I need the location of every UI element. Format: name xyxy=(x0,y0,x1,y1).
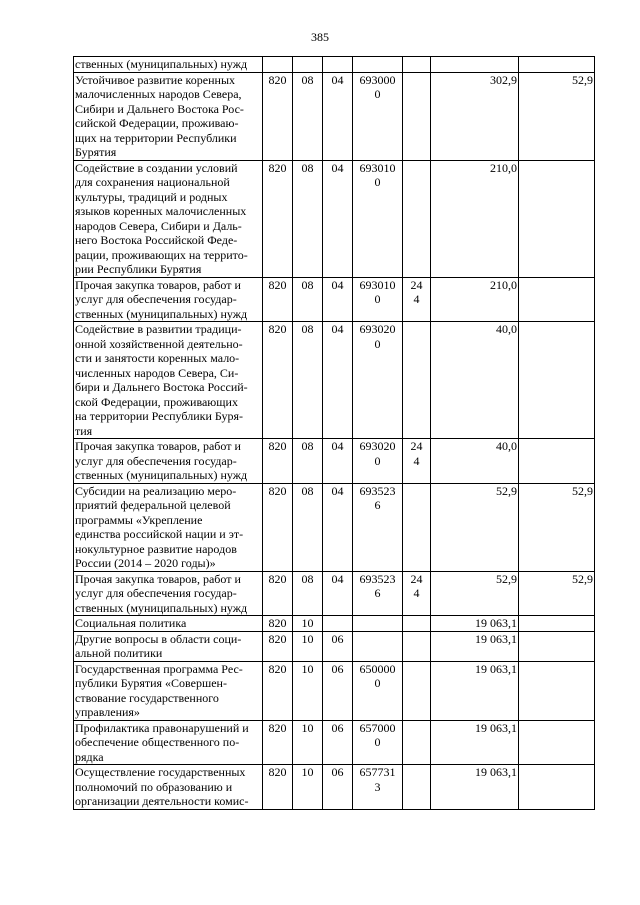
expense-type-cell xyxy=(403,160,431,277)
cell-line: 04 xyxy=(331,483,344,498)
cell-line: языков коренных малочисленных xyxy=(75,204,247,218)
cell-line: единства российской нации и эт- xyxy=(75,527,244,541)
cell-line: организации деятельности комис- xyxy=(75,794,249,808)
ved-code-cell xyxy=(263,571,293,616)
ved-code-cell xyxy=(263,322,293,439)
cell-line: Содействие в создании условий xyxy=(75,160,238,175)
cell-line: малочисленных народов Севера, xyxy=(75,87,242,101)
cell-line: 693010 xyxy=(359,277,396,292)
target-article-cell xyxy=(353,439,403,484)
table-row xyxy=(74,765,595,810)
target-article-cell xyxy=(353,765,403,810)
cell-line: 693523 xyxy=(359,571,396,586)
cell-line: бири и Дальнего Востока Россий- xyxy=(75,380,248,394)
federal-amount-cell xyxy=(519,160,595,277)
cell-line: услуг для обеспечения государ- xyxy=(75,453,237,468)
table-row xyxy=(74,616,595,632)
subsection-code-cell xyxy=(323,765,353,810)
table-row xyxy=(74,277,595,322)
row-name-cell xyxy=(74,322,263,439)
cell-line: 19 063,1 xyxy=(475,661,517,676)
table-body xyxy=(74,57,595,810)
cell-line: управления» xyxy=(75,705,140,719)
federal-amount-cell xyxy=(519,483,595,571)
target-article-cell xyxy=(353,322,403,439)
cell-line: 52,9 xyxy=(572,483,593,498)
subsection-code-cell xyxy=(323,57,353,73)
cell-line: 820 xyxy=(268,661,287,676)
cell-line: 06 xyxy=(331,720,344,735)
target-article-cell xyxy=(353,483,403,571)
expense-type-cell xyxy=(403,765,431,810)
cell-line: 4 xyxy=(413,453,420,468)
amount-cell xyxy=(431,439,519,484)
amount-cell xyxy=(431,631,519,661)
federal-amount-cell xyxy=(519,765,595,810)
table-row xyxy=(74,160,595,277)
cell-line: 0 xyxy=(374,453,381,468)
subsection-code-cell xyxy=(323,631,353,661)
cell-line: щих на территории Республики xyxy=(75,130,237,145)
cell-line: ствование государственного xyxy=(75,690,219,705)
ved-code-cell xyxy=(263,661,293,720)
federal-amount-cell xyxy=(519,322,595,439)
federal-amount-cell xyxy=(519,72,595,160)
table-row xyxy=(74,72,595,160)
expense-type-cell xyxy=(403,483,431,571)
cell-line: 06 xyxy=(331,765,344,779)
cell-line: рии Республики Бурятия xyxy=(75,262,202,276)
target-article-cell xyxy=(353,720,403,765)
cell-line: численных народов Севера, Си- xyxy=(75,365,239,380)
cell-line: 40,0 xyxy=(496,439,517,453)
target-article-cell xyxy=(353,661,403,720)
cell-line: 820 xyxy=(268,631,287,646)
section-code-cell xyxy=(293,160,323,277)
row-name-cell xyxy=(74,483,263,571)
table-row xyxy=(74,571,595,616)
expense-type-cell xyxy=(403,57,431,73)
amount-cell xyxy=(431,322,519,439)
row-name-cell xyxy=(74,277,263,322)
cell-line: 04 xyxy=(331,322,344,336)
subsection-code-cell xyxy=(323,483,353,571)
cell-line: 06 xyxy=(331,661,344,676)
cell-line: 820 xyxy=(268,616,287,630)
cell-line: Прочая закупка товаров, работ и xyxy=(75,277,241,292)
cell-line: 820 xyxy=(268,720,287,735)
subsection-code-cell xyxy=(323,322,353,439)
federal-amount-cell xyxy=(519,57,595,73)
table-row xyxy=(74,322,595,439)
subsection-code-cell xyxy=(323,277,353,322)
amount-cell xyxy=(431,571,519,616)
ved-code-cell xyxy=(263,57,293,73)
target-article-cell xyxy=(353,277,403,322)
cell-line: Профилактика правонарушений и xyxy=(75,720,249,735)
cell-line: на территории Республики Буря- xyxy=(75,409,243,423)
cell-line: 08 xyxy=(301,72,314,87)
cell-line: 650000 xyxy=(359,661,396,676)
federal-amount-cell xyxy=(519,439,595,484)
cell-line: Содействие в развитии традици- xyxy=(75,322,242,336)
cell-line: 04 xyxy=(331,72,344,87)
subsection-code-cell xyxy=(323,661,353,720)
federal-amount-cell xyxy=(519,616,595,632)
row-name-cell xyxy=(74,616,263,632)
ved-code-cell xyxy=(263,631,293,661)
cell-line: 302,9 xyxy=(490,72,517,87)
row-name-cell xyxy=(74,160,263,277)
cell-line: ственных (муниципальных) нужд xyxy=(75,600,248,615)
target-article-cell xyxy=(353,616,403,632)
cell-line: 10 xyxy=(301,720,314,735)
target-article-cell xyxy=(353,631,403,661)
cell-line: 04 xyxy=(331,277,344,292)
cell-line: 04 xyxy=(331,160,344,175)
table-row xyxy=(74,439,595,484)
section-code-cell xyxy=(293,661,323,720)
cell-line: альной политики xyxy=(75,646,163,660)
cell-line: 08 xyxy=(301,160,314,175)
cell-line: 24 xyxy=(410,571,423,586)
page-number: 385 xyxy=(311,30,329,44)
expense-type-cell xyxy=(403,720,431,765)
ved-code-cell xyxy=(263,483,293,571)
federal-amount-cell xyxy=(519,631,595,661)
cell-line: 24 xyxy=(410,277,423,292)
cell-line: 3 xyxy=(374,779,381,794)
cell-line: ской Федерации, проживающих xyxy=(75,394,238,409)
ved-code-cell xyxy=(263,160,293,277)
cell-line: 10 xyxy=(301,616,314,630)
federal-amount-cell xyxy=(519,571,595,616)
cell-line: услуг для обеспечения государ- xyxy=(75,586,237,600)
cell-line: 693010 xyxy=(359,160,396,175)
cell-line: 6 xyxy=(374,586,381,600)
cell-line: Осуществление государственных xyxy=(75,765,246,779)
section-code-cell xyxy=(293,720,323,765)
expense-type-cell xyxy=(403,661,431,720)
cell-line: 19 063,1 xyxy=(475,616,517,630)
federal-amount-cell xyxy=(519,661,595,720)
amount-cell xyxy=(431,57,519,73)
cell-line: Государственная программа Рес- xyxy=(75,661,243,676)
cell-line: 0 xyxy=(374,336,381,351)
cell-line: 08 xyxy=(301,439,314,453)
row-name-cell xyxy=(74,439,263,484)
expense-type-cell xyxy=(403,631,431,661)
cell-line: 820 xyxy=(268,322,287,336)
row-name-cell xyxy=(74,631,263,661)
cell-line: 820 xyxy=(268,72,287,87)
cell-line: Субсидии на реализацию меро- xyxy=(75,483,237,498)
amount-cell xyxy=(431,720,519,765)
subsection-code-cell xyxy=(323,720,353,765)
cell-line: услуг для обеспечения государ- xyxy=(75,292,237,306)
cell-line: программы «Укрепление xyxy=(75,512,203,527)
target-article-cell xyxy=(353,72,403,160)
amount-cell xyxy=(431,160,519,277)
cell-line: 40,0 xyxy=(496,322,517,336)
amount-cell xyxy=(431,483,519,571)
cell-line: Социальная политика xyxy=(75,616,187,630)
cell-line: 657731 xyxy=(359,765,396,779)
cell-line: 4 xyxy=(413,586,420,600)
cell-line: 820 xyxy=(268,765,287,779)
section-code-cell xyxy=(293,277,323,322)
amount-cell xyxy=(431,616,519,632)
cell-line: 6 xyxy=(374,498,381,512)
cell-line: сийской Федерации, проживаю- xyxy=(75,116,239,130)
cell-line: нокультурное развитие народов xyxy=(75,541,237,556)
cell-line: 19 063,1 xyxy=(475,720,517,735)
budget-table xyxy=(73,56,595,810)
cell-line: 4 xyxy=(413,292,420,306)
row-name-cell xyxy=(74,571,263,616)
section-code-cell xyxy=(293,439,323,484)
section-code-cell xyxy=(293,322,323,439)
expense-type-cell xyxy=(403,439,431,484)
subsection-code-cell xyxy=(323,439,353,484)
row-name-cell xyxy=(74,765,263,810)
cell-line: 08 xyxy=(301,483,314,498)
expense-type-cell xyxy=(403,322,431,439)
cell-line: него Востока Российской Феде- xyxy=(75,233,238,247)
cell-line: 04 xyxy=(331,439,344,453)
table-row xyxy=(74,661,595,720)
cell-line: 820 xyxy=(268,160,287,175)
cell-line: рации, проживающих на террито- xyxy=(75,247,248,262)
cell-line: сти и занятости коренных мало- xyxy=(75,351,240,365)
cell-line: 693523 xyxy=(359,483,396,498)
ved-code-cell xyxy=(263,720,293,765)
cell-line: культуры, традиций и родных xyxy=(75,189,228,204)
cell-line: 657000 xyxy=(359,720,396,735)
amount-cell xyxy=(431,277,519,322)
cell-line: публики Бурятия «Совершен- xyxy=(75,676,227,690)
ved-code-cell xyxy=(263,616,293,632)
cell-line: 0 xyxy=(374,676,381,690)
cell-line: 10 xyxy=(301,765,314,779)
target-article-cell xyxy=(353,571,403,616)
cell-line: 693000 xyxy=(359,72,396,87)
section-code-cell xyxy=(293,631,323,661)
cell-line: ственных (муниципальных) нужд xyxy=(75,57,248,71)
cell-line: тия xyxy=(75,423,93,438)
cell-line: 08 xyxy=(301,277,314,292)
cell-line: 06 xyxy=(331,631,344,646)
cell-line: 820 xyxy=(268,483,287,498)
row-name-cell xyxy=(74,661,263,720)
section-code-cell xyxy=(293,57,323,73)
expense-type-cell xyxy=(403,571,431,616)
amount-cell xyxy=(431,661,519,720)
subsection-code-cell xyxy=(323,571,353,616)
cell-line: 693020 xyxy=(359,439,396,453)
section-code-cell xyxy=(293,616,323,632)
subsection-code-cell xyxy=(323,160,353,277)
cell-line: 210,0 xyxy=(490,160,517,175)
ved-code-cell xyxy=(263,439,293,484)
table-row xyxy=(74,720,595,765)
expense-type-cell xyxy=(403,277,431,322)
cell-line: Бурятия xyxy=(75,145,117,159)
cell-line: ственных (муниципальных) нужд xyxy=(75,468,248,482)
cell-line: 0 xyxy=(374,292,381,306)
ved-code-cell xyxy=(263,277,293,322)
cell-line: ственных (муниципальных) нужд xyxy=(75,306,248,321)
cell-line: полномочий по образованию и xyxy=(75,779,233,794)
target-article-cell xyxy=(353,160,403,277)
ved-code-cell xyxy=(263,765,293,810)
federal-amount-cell xyxy=(519,277,595,322)
cell-line: 10 xyxy=(301,661,314,676)
cell-line: Прочая закупка товаров, работ и xyxy=(75,571,241,586)
cell-line: Другие вопросы в области соци- xyxy=(75,631,242,646)
cell-line: народов Севера, Сибири и Даль- xyxy=(75,218,242,233)
cell-line: России (2014 – 2020 годы)» xyxy=(75,556,216,570)
cell-line: 52,9 xyxy=(496,571,517,586)
cell-line: для сохранения национальной xyxy=(75,175,230,189)
federal-amount-cell xyxy=(519,720,595,765)
cell-line: 210,0 xyxy=(490,277,517,292)
ved-code-cell xyxy=(263,72,293,160)
amount-cell xyxy=(431,765,519,810)
amount-cell xyxy=(431,72,519,160)
cell-line: 0 xyxy=(374,87,381,101)
cell-line: 24 xyxy=(410,439,423,453)
cell-line: 693020 xyxy=(359,322,396,336)
row-name-cell xyxy=(74,57,263,73)
row-name-cell xyxy=(74,72,263,160)
expense-type-cell xyxy=(403,72,431,160)
cell-line: Прочая закупка товаров, работ и xyxy=(75,439,241,453)
cell-line: 04 xyxy=(331,571,344,586)
subsection-code-cell xyxy=(323,616,353,632)
cell-line: онной хозяйственной деятельно- xyxy=(75,336,243,351)
cell-line: 19 063,1 xyxy=(475,765,517,779)
cell-line: Сибири и Дальнего Востока Рос- xyxy=(75,101,244,116)
cell-line: обеспечение общественного по- xyxy=(75,735,240,749)
cell-line: 820 xyxy=(268,277,287,292)
section-code-cell xyxy=(293,483,323,571)
cell-line: рядка xyxy=(75,749,104,764)
cell-line: 19 063,1 xyxy=(475,631,517,646)
cell-line: Устойчивое развитие коренных xyxy=(75,72,236,87)
section-code-cell xyxy=(293,765,323,810)
section-code-cell xyxy=(293,571,323,616)
table-row xyxy=(74,57,595,73)
cell-line: 820 xyxy=(268,439,287,453)
cell-line: 08 xyxy=(301,571,314,586)
cell-line: 820 xyxy=(268,571,287,586)
section-code-cell xyxy=(293,72,323,160)
target-article-cell xyxy=(353,57,403,73)
subsection-code-cell xyxy=(323,72,353,160)
cell-line: 0 xyxy=(374,175,381,189)
cell-line: 08 xyxy=(301,322,314,336)
cell-line: 52,9 xyxy=(572,571,593,586)
table-row xyxy=(74,483,595,571)
table-row xyxy=(74,631,595,661)
cell-line: 52,9 xyxy=(496,483,517,498)
row-name-cell xyxy=(74,720,263,765)
cell-line: приятий федеральной целевой xyxy=(75,498,231,512)
cell-line: 52,9 xyxy=(572,72,593,87)
cell-line: 10 xyxy=(301,631,314,646)
cell-line: 0 xyxy=(374,735,381,749)
expense-type-cell xyxy=(403,616,431,632)
